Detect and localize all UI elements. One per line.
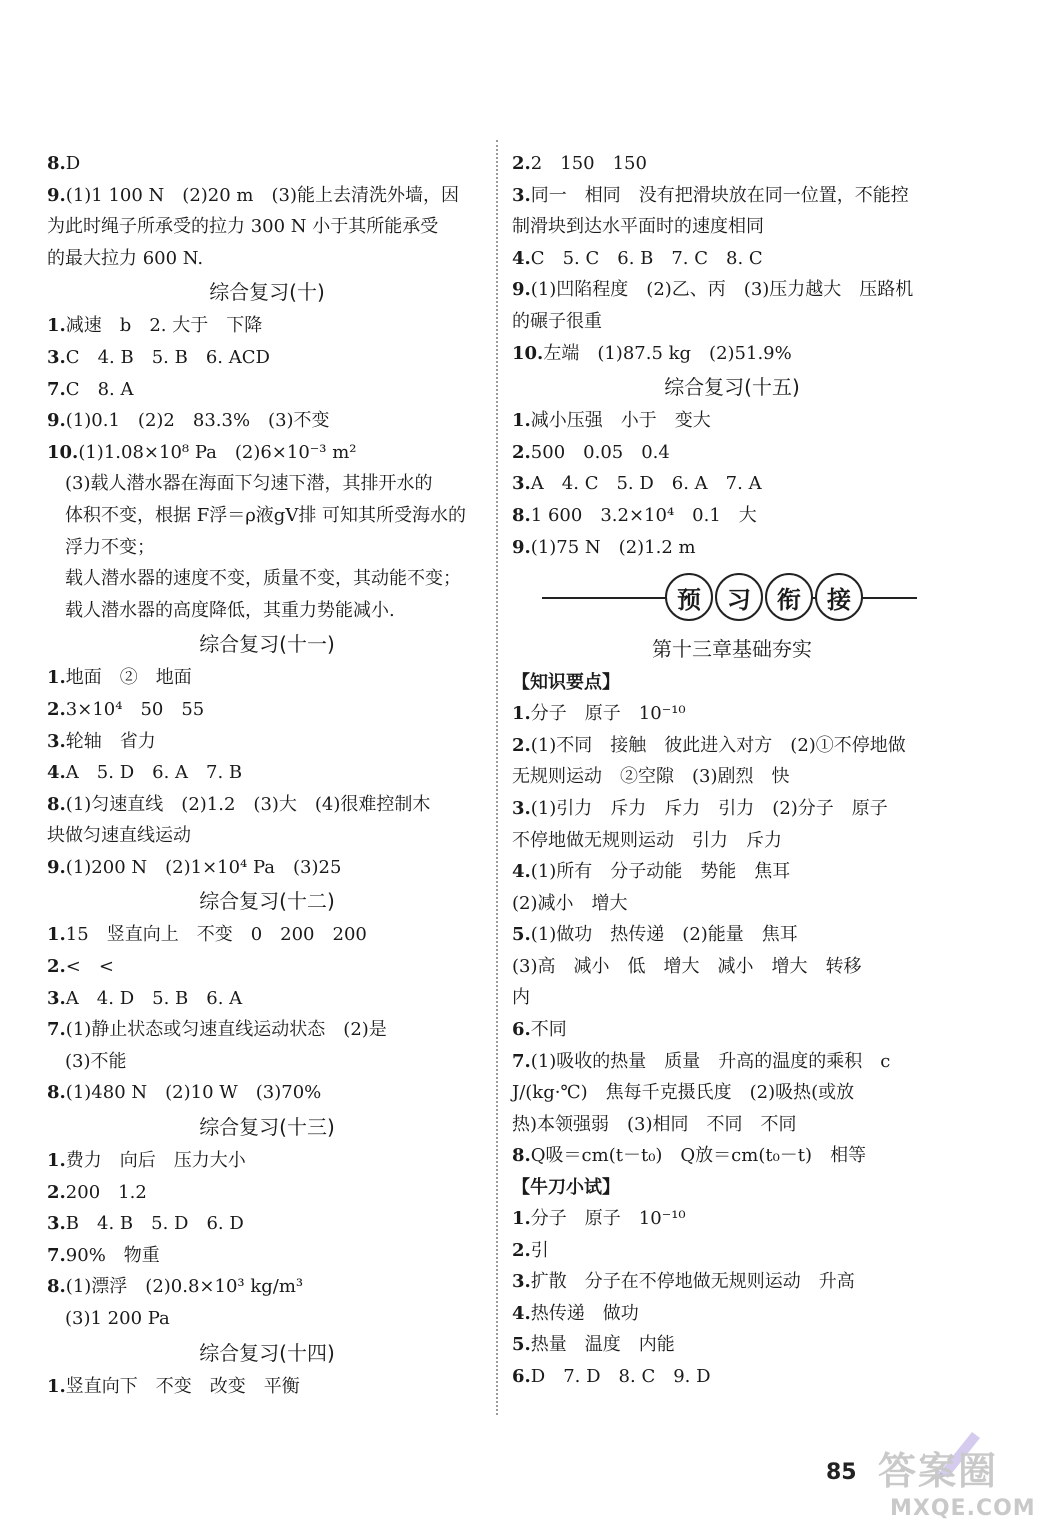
answer-line	[47, 1271, 487, 1303]
answer-line	[512, 306, 952, 338]
answer-line	[512, 1140, 952, 1172]
question-number: 1.	[47, 1375, 66, 1397]
question-number: 6.	[512, 1019, 531, 1041]
answer-text: 减速 b 2. 大于 下降	[65, 315, 263, 337]
answer-line	[512, 211, 952, 243]
answer-line	[512, 468, 952, 500]
question-number: 7.	[47, 1244, 66, 1266]
answer-line	[512, 532, 952, 564]
answer-line	[47, 310, 487, 342]
answer-line	[512, 825, 952, 857]
answer-text: 无规则运动 ②空隙 (3)剧烈 快	[512, 766, 790, 788]
answer-text: (3)载人潜水器在海面下匀速下潜，其排开水的	[47, 473, 433, 495]
question-number: 8.	[47, 793, 66, 815]
banner-char: 接	[815, 573, 863, 621]
answer-text: 块做匀速直线运动	[47, 825, 191, 847]
answer-line	[47, 1240, 487, 1272]
answer-line	[47, 1145, 487, 1177]
answer-line	[47, 1371, 487, 1403]
answer-line	[512, 793, 952, 825]
answer-line	[512, 951, 952, 983]
question-number: 9.	[47, 856, 66, 878]
question-number: 7.	[512, 1050, 531, 1072]
answer-text: (2)减小 增大	[512, 892, 628, 914]
answer-line	[512, 919, 952, 951]
question-number: 1.	[47, 1150, 66, 1172]
answer-line	[512, 1266, 952, 1298]
question-number: 8.	[512, 1145, 531, 1167]
column-divider	[496, 140, 498, 1415]
answer-line	[47, 1303, 487, 1335]
answer-text: 90% 物重	[65, 1244, 160, 1266]
answer-text: 热传递 做功	[530, 1302, 639, 1324]
answer-line	[512, 856, 952, 888]
question-number: 2.	[47, 956, 66, 978]
answer-line	[47, 437, 487, 469]
subsection-label: 【知识要点】	[512, 672, 620, 694]
answer-line	[512, 1361, 952, 1393]
answer-line	[47, 148, 487, 180]
answer-text: (1)75 N (2)1.2 m	[530, 536, 696, 558]
answer-line	[47, 211, 487, 243]
question-number: 2.	[47, 698, 66, 720]
question-number: 3.	[47, 730, 66, 752]
question-number: 10.	[512, 342, 544, 364]
answer-text: (1)0.1 (2)2 83.3% (3)不变	[65, 410, 330, 432]
question-number: 9.	[512, 279, 531, 301]
question-number: 2.	[512, 734, 531, 756]
answer-line	[47, 374, 487, 406]
answer-text: Q吸＝cm(t－t₀) Q放＝cm(t₀－t) 相等	[530, 1145, 867, 1167]
question-number: 5.	[512, 1334, 531, 1356]
answer-text: 1 600 3.2×10⁴ 0.1 大	[530, 504, 757, 526]
answer-text: (3)1 200 Pa	[47, 1308, 170, 1329]
answer-text: 分子 原子 10⁻¹⁰	[530, 1208, 686, 1230]
answer-text: 2 150 150	[530, 153, 647, 174]
answer-text: 的碾子很重	[512, 310, 602, 332]
answer-line	[512, 500, 952, 532]
answer-text: A 4. C 5. D 6. A 7. A	[530, 473, 762, 495]
right-column	[512, 148, 952, 1393]
watermark-logo	[870, 1422, 1040, 1530]
answer-text: A 4. D 5. B 6. A	[65, 987, 243, 1009]
answer-line	[47, 1177, 487, 1209]
banner-chars	[665, 573, 863, 621]
answer-text: 减小压强 小于 变大	[530, 410, 711, 432]
answer-line	[512, 698, 952, 730]
answer-line	[512, 1109, 952, 1141]
banner-char: 衔	[765, 573, 813, 621]
section-heading: 综合复习(十一)	[199, 632, 335, 657]
banner-char: 习	[715, 573, 763, 621]
answer-text: 3×10⁴ 50 55	[65, 698, 205, 720]
answer-text: (1)静止状态或匀速直线运动状态 (2)是	[65, 1019, 387, 1041]
answer-line	[512, 1298, 952, 1330]
answer-text: (1)所有 分子动能 势能 焦耳	[530, 861, 791, 883]
left-column	[47, 148, 487, 1402]
answer-line	[512, 437, 952, 469]
answer-line	[47, 1077, 487, 1109]
answer-line	[512, 274, 952, 306]
answer-text: 15 竖直向上 不变 0 200 200	[65, 924, 367, 946]
answer-text: 200 1.2	[65, 1181, 147, 1203]
answer-text: 为此时绳子所承受的拉力 300 N 小于其所能承受	[47, 216, 439, 238]
answer-line	[47, 662, 487, 694]
answer-line	[47, 595, 487, 627]
answer-line	[47, 919, 487, 951]
answer-text: (1)漂浮 (2)0.8×10³ kg/m³	[65, 1276, 304, 1298]
section-heading: 综合复习(十二)	[199, 889, 335, 914]
question-number: 3.	[47, 1213, 66, 1235]
answer-line	[47, 726, 487, 758]
answer-text: (1)引力 斥力 斥力 引力 (2)分子 原子	[530, 797, 888, 819]
answer-line	[512, 730, 952, 762]
answer-line	[47, 951, 487, 983]
answer-text: 体积不变，根据 F浮＝ρ液gV排 可知其所受海水的	[47, 504, 467, 526]
answer-text: 500 0.05 0.4	[530, 441, 670, 463]
answer-text: (3)不能	[47, 1050, 127, 1072]
answer-text: (1)1.08×10⁸ Pa (2)6×10⁻³ m²	[78, 441, 357, 463]
question-number: 9.	[47, 410, 66, 432]
answer-text: 费力 向后 压力大小	[65, 1150, 246, 1172]
answer-line	[47, 852, 487, 884]
question-number: 4.	[512, 1302, 531, 1324]
answer-text: (1)1 100 N (2)20 m (3)能上去清洗外墙，因	[65, 184, 459, 206]
answer-line	[512, 405, 952, 437]
answer-text: J/(kg·℃) 焦每千克摄氏度 (2)吸热(或放	[512, 1082, 855, 1104]
question-number: 9.	[512, 536, 531, 558]
question-number: 1.	[47, 667, 66, 689]
answer-line	[512, 1077, 952, 1109]
question-number: 2.	[512, 1239, 531, 1261]
answer-text: (1)匀速直线 (2)1.2 (3)大 (4)很难控制木	[65, 793, 431, 815]
answer-text: 扩散 分子在不停地做无规则运动 升高	[530, 1271, 855, 1293]
answer-text: D 7. D 8. C 9. D	[530, 1366, 711, 1387]
question-number: 2.	[512, 153, 531, 174]
answer-text: (1)做功 热传递 (2)能量 焦耳	[530, 924, 798, 946]
section-heading: 综合复习(十三)	[199, 1115, 335, 1140]
question-number: 4.	[47, 762, 66, 784]
answer-line	[47, 757, 487, 789]
subsection-label: 【牛刀小试】	[512, 1177, 620, 1199]
answer-text: A 5. D 6. A 7. B	[65, 762, 243, 784]
question-number: 3.	[512, 473, 531, 495]
answer-text: 同一 相同 没有把滑块放在同一位置，不能控	[530, 184, 909, 206]
answer-line	[512, 1329, 952, 1361]
answer-text: 分子 原子 10⁻¹⁰	[530, 703, 686, 725]
answer-line	[47, 1046, 487, 1078]
answer-text: 载人潜水器的高度降低，其重力势能减小.	[47, 599, 395, 621]
question-number: 1.	[47, 315, 66, 337]
watermark-url: MXQE.COM	[890, 1496, 1036, 1521]
answer-text: 不同	[530, 1019, 567, 1041]
answer-line	[47, 342, 487, 374]
answer-line	[47, 405, 487, 437]
answer-text: 热)本领强弱 (3)相同 不同 不同	[512, 1113, 797, 1135]
answer-line	[47, 694, 487, 726]
banner-char: 预	[665, 573, 713, 621]
answer-text: 的最大拉力 600 N.	[47, 247, 204, 269]
answer-line	[512, 1014, 952, 1046]
answer-text: B 4. B 5. D 6. D	[65, 1213, 244, 1235]
page-number: 85	[826, 1460, 857, 1485]
answer-line	[512, 1203, 952, 1235]
answer-line	[47, 532, 487, 564]
question-number: 7.	[47, 1019, 66, 1041]
section-heading: 综合复习(十四)	[199, 1340, 335, 1365]
answer-text: (1)480 N (2)10 W (3)70%	[65, 1082, 322, 1104]
answer-line	[512, 148, 952, 180]
answer-line	[47, 983, 487, 1015]
answer-line	[512, 243, 952, 275]
question-number: 3.	[47, 987, 66, 1009]
answer-line	[47, 1208, 487, 1240]
question-number: 10.	[47, 441, 79, 463]
answer-line	[47, 563, 487, 595]
section-heading: 综合复习(十)	[209, 280, 325, 305]
answer-line	[47, 243, 487, 275]
question-number: 1.	[47, 924, 66, 946]
section-heading: 综合复习(十五)	[664, 375, 800, 400]
answer-text: 载人潜水器的速度不变，质量不变，其动能不变；	[47, 568, 461, 590]
answer-text: (3)高 减小 低 增大 减小 增大 转移	[512, 955, 862, 977]
answer-text: C 4. B 5. B 6. ACD	[65, 346, 270, 368]
answer-text: 竖直向下 不变 改变 平衡	[65, 1375, 300, 1397]
question-number: 4.	[512, 247, 531, 269]
question-number: 8.	[47, 1082, 66, 1104]
answer-line	[512, 1046, 952, 1078]
question-number: 6.	[512, 1366, 531, 1387]
answer-text: < <	[65, 956, 114, 978]
question-number: 5.	[512, 924, 531, 946]
watermark-text: 答案圈	[878, 1449, 999, 1493]
answer-line	[47, 1014, 487, 1046]
answer-text: D	[65, 153, 81, 174]
answer-text: 地面 ② 地面	[65, 667, 192, 689]
answer-text: 内	[512, 987, 530, 1009]
answer-text: 轮轴 省力	[65, 730, 156, 752]
answer-text: 浮力不变；	[47, 536, 155, 558]
question-number: 2.	[512, 441, 531, 463]
answer-line	[47, 180, 487, 212]
answer-text: 制滑块到达水平面时的速度相同	[512, 216, 764, 238]
answer-text: C 8. A	[65, 378, 134, 400]
answer-text: 左端 (1)87.5 kg (2)51.9%	[543, 342, 792, 364]
question-number: 8.	[47, 1276, 66, 1298]
answer-line	[47, 789, 487, 821]
banner-rule	[542, 597, 667, 599]
question-number: 1.	[512, 1208, 531, 1230]
question-number: 3.	[512, 797, 531, 819]
question-number: 3.	[512, 1271, 531, 1293]
answer-text: (1)200 N (2)1×10⁴ Pa (3)25	[65, 856, 342, 878]
question-number: 3.	[512, 184, 531, 206]
answer-text: (1)凹陷程度 (2)乙、丙 (3)压力越大 压路机	[530, 279, 914, 301]
question-number: 1.	[512, 410, 531, 432]
answer-line	[512, 761, 952, 793]
answer-text: C 5. C 6. B 7. C 8. C	[530, 247, 763, 269]
answer-text: 不停地做无规则运动 引力 斥力	[512, 829, 782, 851]
answer-line	[512, 1235, 952, 1267]
answer-line	[47, 820, 487, 852]
answer-line	[512, 982, 952, 1014]
answer-line	[512, 180, 952, 212]
section-banner	[512, 569, 952, 627]
question-number: 4.	[512, 861, 531, 883]
question-number: 3.	[47, 346, 66, 368]
question-number: 9.	[47, 184, 66, 206]
question-number: 1.	[512, 703, 531, 725]
answer-text: 热量 温度 内能	[530, 1334, 675, 1356]
answer-line	[47, 500, 487, 532]
question-number: 2.	[47, 1181, 66, 1203]
question-number: 8.	[512, 504, 531, 526]
answer-line	[47, 468, 487, 500]
answer-line	[512, 338, 952, 370]
question-number: 8.	[47, 153, 66, 174]
section-heading: 第十三章基础夯实	[652, 637, 812, 662]
answer-text: (1)吸收的热量 质量 升高的温度的乘积 c	[530, 1050, 891, 1072]
question-number: 7.	[47, 378, 66, 400]
answer-text: 引	[530, 1239, 549, 1261]
answer-text: (1)不同 接触 彼此进入对方 (2)①不停地做	[530, 734, 906, 756]
answer-line	[512, 888, 952, 920]
